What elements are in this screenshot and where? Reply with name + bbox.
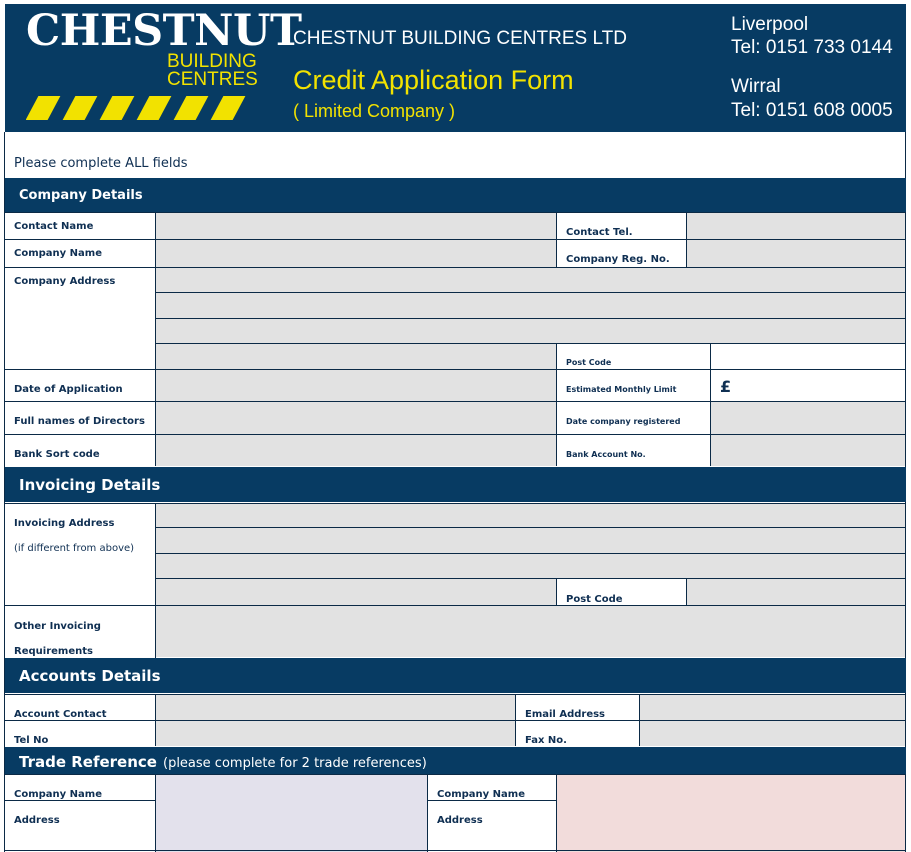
grid-line [155, 318, 906, 319]
trade-ref-2-input[interactable] [557, 775, 905, 852]
header-banner [5, 4, 906, 132]
label-invoicing-post-code: Post Code [566, 594, 623, 605]
fax-no-input[interactable] [640, 721, 905, 746]
grid-line [155, 503, 156, 658]
grid-line [556, 578, 557, 606]
grid-line [5, 503, 906, 504]
section-header-accounts [5, 658, 906, 693]
company-name-input[interactable] [156, 240, 556, 267]
label-full-names-of-directors: Full names of Directors [14, 416, 145, 427]
grid-line [5, 401, 906, 402]
label-bank-account-no: Bank Account No. [566, 450, 646, 459]
invoicing-address-line-1[interactable] [156, 504, 905, 527]
bank-account-no-input[interactable] [711, 435, 905, 466]
grid-line [556, 212, 557, 268]
pound-sign: £ [720, 377, 732, 396]
label-post-code: Post Code [566, 358, 612, 367]
grid-line [5, 850, 906, 851]
label-trade-address-2: Address [437, 815, 483, 826]
grid-line [5, 774, 906, 775]
grid-line [710, 343, 711, 466]
grid-line [428, 800, 556, 801]
section-title-trade: Trade Reference [19, 753, 157, 771]
bank-sort-code-input[interactable] [156, 435, 556, 466]
section-header-trade [5, 747, 906, 774]
grid-line [155, 343, 906, 344]
label-date-of-application: Date of Application [14, 384, 123, 395]
label-contact-name: Contact Name [14, 221, 94, 232]
label-other-invoicing: Other Invoicing [14, 621, 101, 632]
label-if-different: (if different from above) [14, 543, 135, 554]
company-address-line-4[interactable] [156, 344, 556, 369]
contact-name-input[interactable] [156, 213, 556, 239]
grid-line [155, 527, 906, 528]
tel-no-input[interactable] [156, 721, 515, 746]
label-trade-company-name-2: Company Name [437, 789, 525, 800]
label-company-name: Company Name [14, 248, 102, 259]
branch-liverpool-name: Liverpool [731, 14, 809, 35]
label-account-contact: Account Contact [14, 709, 107, 720]
form-subtitle: ( Limited Company ) [293, 101, 456, 121]
label-estimated-monthly-limit: Estimated Monthly Limit [566, 385, 677, 394]
account-contact-input[interactable] [156, 695, 515, 720]
invoicing-post-code-input[interactable] [687, 579, 905, 605]
date-of-application-input[interactable] [156, 370, 556, 401]
company-address-line-1[interactable] [156, 268, 905, 292]
directors-input[interactable] [156, 402, 556, 434]
grid-line [5, 369, 906, 370]
date-registered-input[interactable] [711, 402, 905, 434]
trade-ref-1-input[interactable] [156, 775, 427, 852]
invoicing-address-line-4[interactable] [156, 579, 556, 605]
section-header-company [5, 178, 906, 212]
branch-liverpool-tel: Tel: 0151 733 0144 [731, 37, 893, 58]
grid-line [556, 343, 557, 466]
section-note-trade: (please complete for 2 trade references) [163, 756, 427, 771]
grid-line [515, 694, 516, 746]
label-date-company-registered: Date company registered [566, 417, 681, 426]
company-address-line-3[interactable] [156, 319, 905, 343]
grid-line [5, 434, 906, 435]
grid-line [686, 212, 687, 268]
label-requirements: Requirements [14, 646, 93, 657]
section-title-company: Company Details [19, 188, 143, 203]
grid-line [5, 800, 155, 801]
grid-line [155, 212, 156, 466]
grid-line [639, 694, 640, 746]
label-email-address: Email Address [525, 709, 606, 720]
company-reg-no-input[interactable] [687, 240, 905, 267]
hazard-stripe-icon [26, 96, 246, 120]
label-invoicing-address: Invoicing Address [14, 518, 115, 529]
logo-centres: CENTRES [167, 69, 258, 90]
grid-line [686, 578, 687, 606]
contact-tel-input[interactable] [687, 213, 905, 239]
section-header-invoicing [5, 467, 906, 502]
invoicing-address-line-3[interactable] [156, 554, 905, 578]
invoicing-address-line-2[interactable] [156, 528, 905, 553]
grid-line [556, 774, 557, 852]
branch-wirral-name: Wirral [731, 76, 781, 97]
label-fax-no: Fax No. [525, 735, 567, 746]
logo-building: BUILDING [167, 51, 257, 72]
label-trade-address-1: Address [14, 815, 60, 826]
other-invoicing-input[interactable] [156, 606, 905, 657]
label-company-address: Company Address [14, 276, 116, 287]
grid-line [155, 292, 906, 293]
grid-line [5, 267, 906, 268]
email-address-input[interactable] [640, 695, 905, 720]
grid-line [5, 212, 906, 213]
grid-line [5, 239, 906, 240]
grid-line [155, 578, 906, 579]
company-address-line-2[interactable] [156, 293, 905, 318]
grid-line [5, 720, 906, 721]
instructions: Please complete ALL fields [14, 156, 188, 171]
grid-line [155, 774, 156, 852]
branch-wirral-tel: Tel: 0151 608 0005 [731, 100, 893, 121]
form-title: Credit Application Form [293, 65, 574, 95]
label-bank-sort-code: Bank Sort code [14, 449, 100, 460]
label-company-reg-no: Company Reg. No. [566, 254, 670, 265]
grid-line [5, 605, 906, 606]
label-tel-no: Tel No [14, 735, 49, 746]
section-title-accounts: Accounts Details [19, 667, 161, 685]
logo-wordmark: CHESTNUT [26, 6, 302, 56]
grid-line [155, 694, 156, 746]
label-contact-tel: Contact Tel. [566, 227, 633, 238]
section-title-invoicing: Invoicing Details [19, 476, 161, 494]
grid-line [155, 553, 906, 554]
grid-line [427, 774, 428, 852]
grid-line [5, 694, 906, 695]
label-trade-company-name-1: Company Name [14, 789, 102, 800]
company-heading: CHESTNUT BUILDING CENTRES LTD [293, 28, 627, 49]
